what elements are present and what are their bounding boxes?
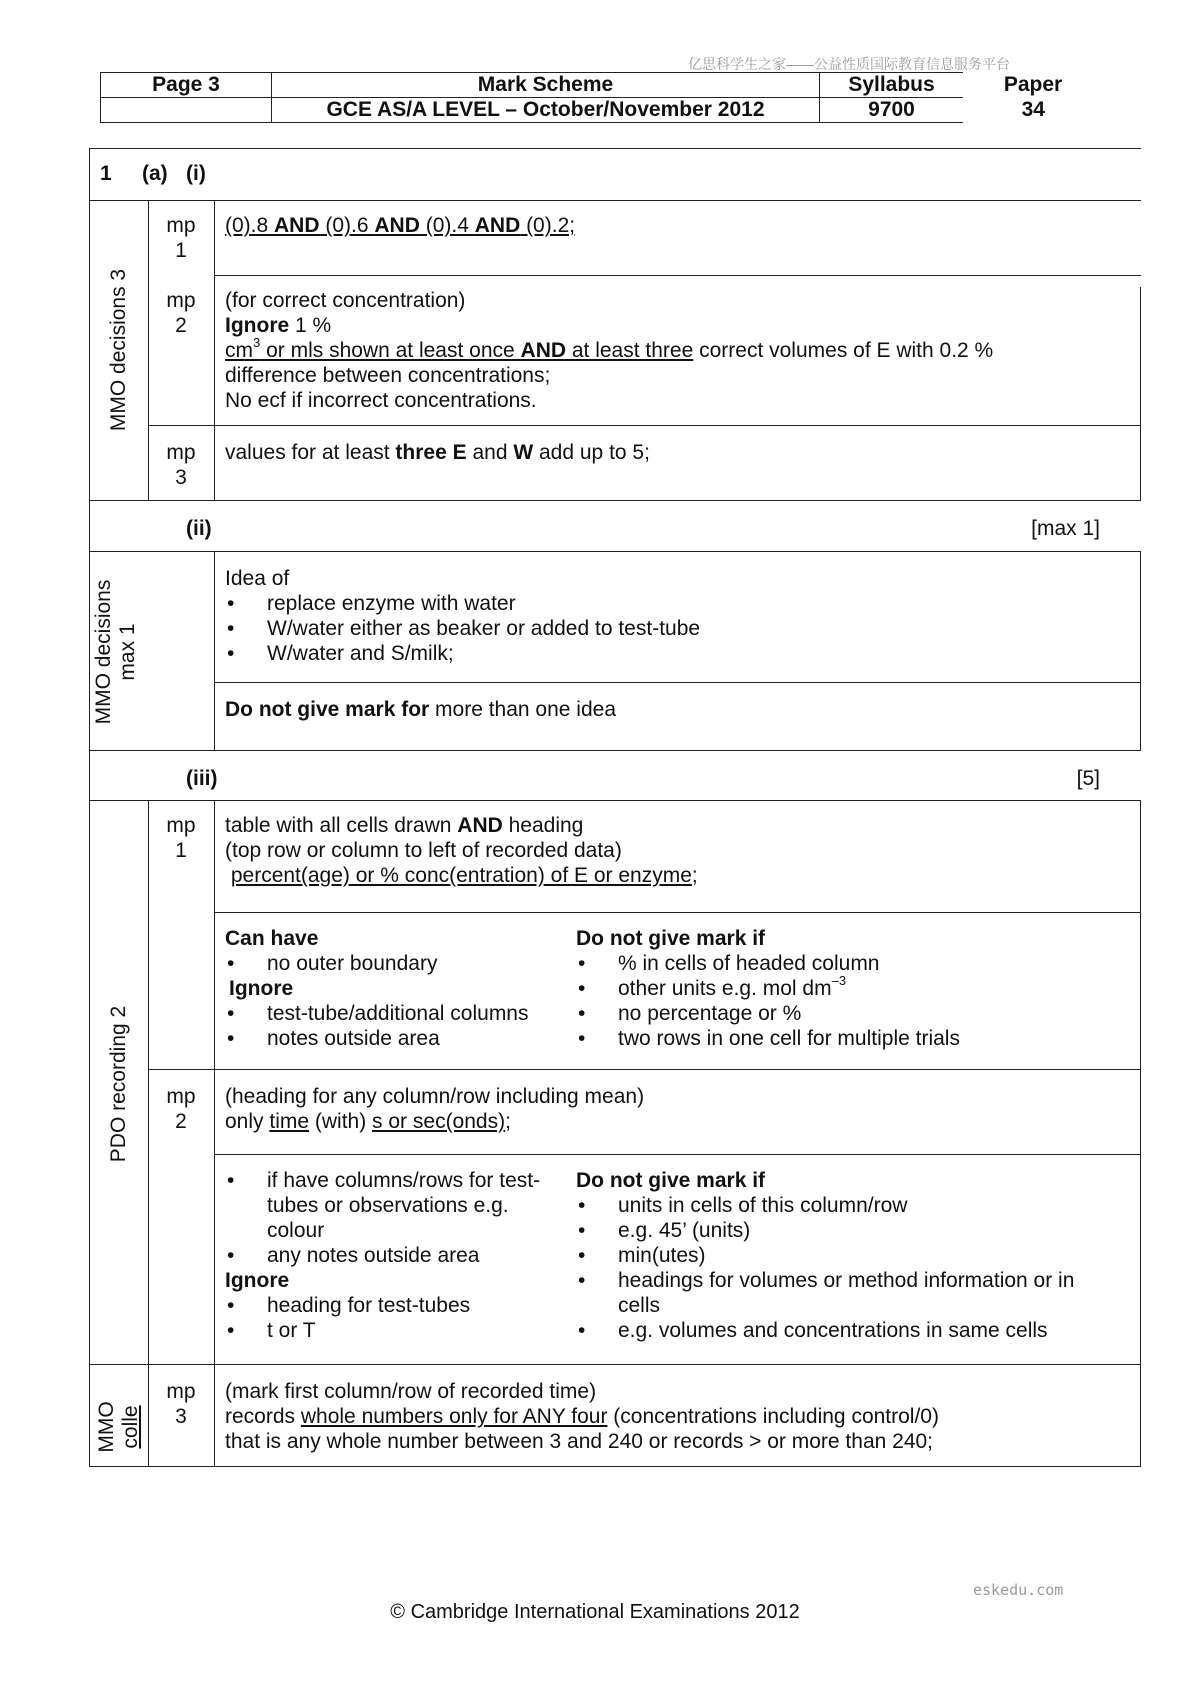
header-title: Mark Scheme <box>272 73 820 98</box>
iii-mp1-text: table with all cells drawn AND heading (top row or column to left of recorded data) percent(age) or % conc(entration) of E or enzyme; <box>225 814 698 887</box>
watermark-top: 亿思科学生之家——公益性质国际教育信息服务平台 <box>688 56 1010 72</box>
iii-mp2-left-notes: • if have columns/rows for test-tubes or observations e.g. colour • any notes outside area Ignore • heading for test-tubes • t or T <box>225 1168 555 1343</box>
mp2-text: (for correct concentration) Ignore 1 % $cm^3$ or mls shown at least once AND at least three correct volumes of E with 0.2 % difference between concentrations; No ecf if incorrect concentrations. <box>225 289 994 412</box>
syllabus-code: 9700 <box>820 98 964 123</box>
subpart-ii-do-not-give: Do not give mark for more than one idea <box>225 698 616 721</box>
idea-bullet: • W/water and S/milk; <box>225 641 1125 666</box>
iii-mp3-label: mp 3 <box>166 1380 196 1428</box>
watermark-bottom: eskedu.com <box>973 1581 1064 1599</box>
section-label-mmo-decisions-3: MMO decisions 3 <box>107 268 130 432</box>
header-exam: GCE AS/A LEVEL – October/November 2012 <box>272 98 820 123</box>
iii-mp1-can-have: Can have • no outer boundary Ignore • test-tube/additional columns • notes outside area <box>225 926 565 1051</box>
subpart-iii-label: (iii) <box>186 767 218 790</box>
subpart-ii-ideas: Idea of • replace enzyme with water • W/water either as beaker or added to test-tube • W/water and S/milk; <box>225 566 1125 666</box>
mp2-label: mp 2 <box>166 289 196 337</box>
section-label-mmo-decisions-max1: MMO decisions max 1 <box>92 579 139 725</box>
iii-mp1-label: mp 1 <box>166 814 196 862</box>
subpart-iii-marks: [5] <box>1076 767 1100 790</box>
iii-mp2-do-not-give: Do not give mark if • units in cells of this column/row • e.g. 45’ (units) • min(utes) • headings for volumes or method information or in cells • e.g. volumes and concentrations in same cells <box>576 1168 1116 1343</box>
iii-mp2-text: (heading for any column/row including mean) only time (with) s or sec(onds); <box>225 1085 645 1133</box>
section-label-mmo-colle: MMO colle <box>95 1401 142 1453</box>
mp1-label: mp 1 <box>166 214 196 262</box>
iii-mp1-do-not-give: Do not give mark if • % in cells of headed column • other units e.g. mol $dm^{-3}$ • no percentage or % • two rows in one cell for multiple trials <box>576 926 1136 1051</box>
mp1-text: (0).8 AND (0).6 AND (0).4 AND (0).2; <box>225 214 576 237</box>
syllabus-label: Syllabus <box>820 73 964 98</box>
idea-bullet: • W/water either as beaker or added to test-tube <box>225 616 1125 641</box>
paper-label: Paper <box>1003 73 1063 96</box>
mp3-text: values for at least three E and W add up to 5; <box>225 441 650 464</box>
question-subpart: (i) <box>186 162 206 185</box>
iii-mp2-label: mp 2 <box>166 1085 196 1133</box>
iii-mp3-text: (mark first column/row of recorded time) records whole numbers only for ANY four (concentrations including control/0) that is any whole number between 3 and 240 or records > or more than 240; <box>225 1380 939 1453</box>
footer-copyright: © Cambridge International Examinations 2012 <box>390 1601 800 1623</box>
subpart-ii-label: (ii) <box>186 517 212 540</box>
idea-bullet: • replace enzyme with water <box>225 591 1125 616</box>
subpart-ii-marks: [max 1] <box>1031 517 1100 540</box>
page-header-table <box>100 72 1104 123</box>
header-empty-cell <box>101 98 272 123</box>
question-number: 1 <box>100 162 112 185</box>
mp3-label: mp 3 <box>166 441 196 489</box>
section-label-pdo-recording-2: PDO recording 2 <box>107 1005 130 1163</box>
question-part: (a) <box>142 162 168 185</box>
paper-number: 34 <box>1021 98 1045 121</box>
page-number: Page 3 <box>101 73 272 98</box>
